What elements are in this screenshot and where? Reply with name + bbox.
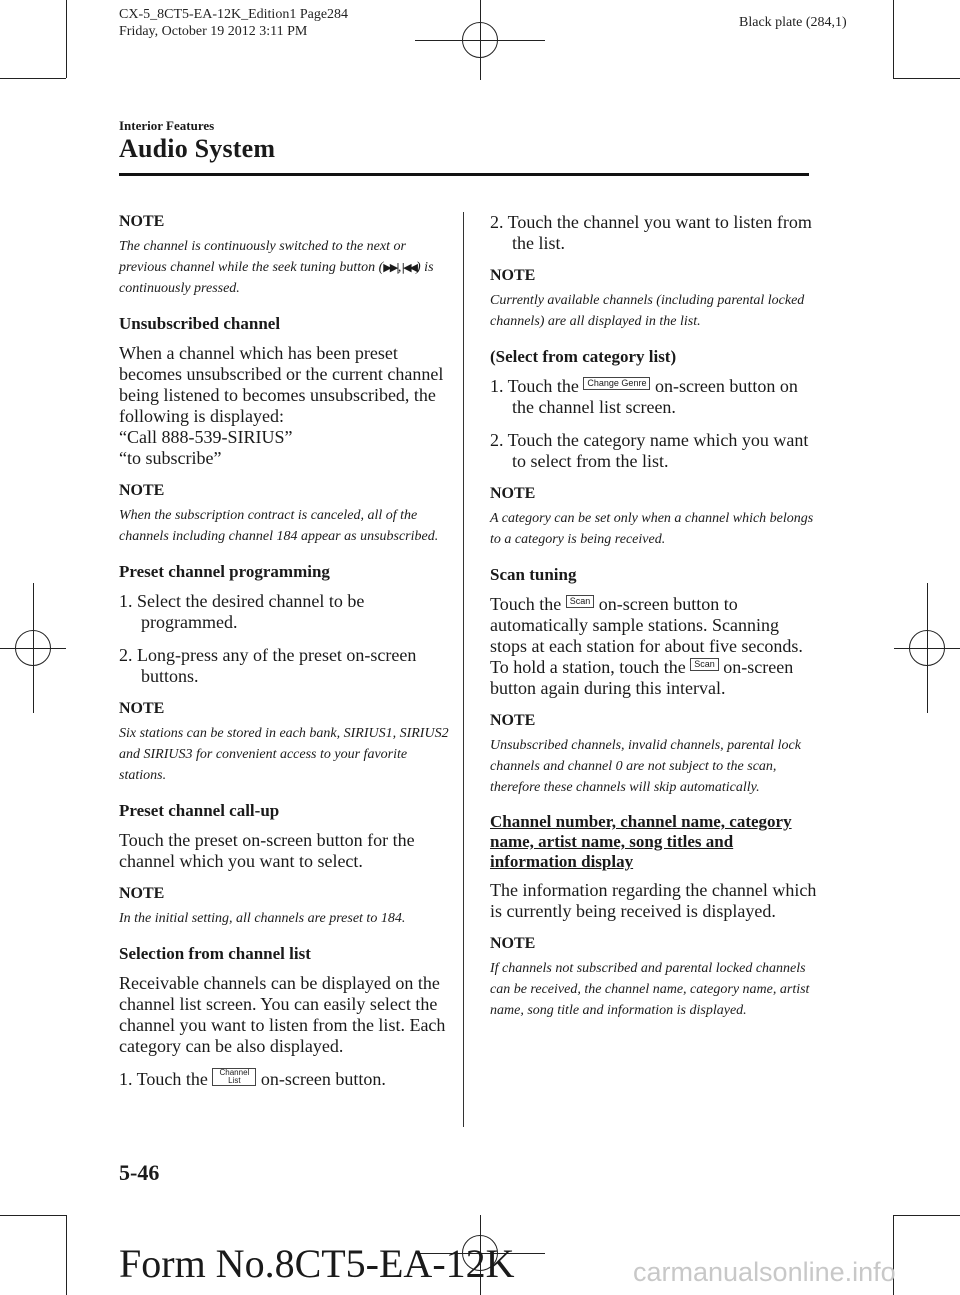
form-number: Form No.8CT5-EA-12K bbox=[119, 1241, 515, 1286]
seek-back-icon: |◀◀ bbox=[401, 261, 417, 274]
list-item: 2. Long-press any of the preset on-screen buttons. bbox=[119, 645, 417, 686]
note-text: When the subscription contract is canceled, all of the channels including channel 184 appear as unsubscribed. bbox=[119, 508, 439, 544]
note-text: In the initial setting, all channels are preset to 184. bbox=[119, 911, 406, 926]
note-heading: NOTE bbox=[490, 935, 536, 952]
note-text: If channels not subscribed and parental locked channels can be received, the channel name, category name, artist name, song title and information is displayed. bbox=[490, 961, 810, 1018]
column-divider bbox=[463, 212, 464, 1127]
note-text: The channel is continuously switched to the next or previous channel while the seek tuning button (▶▶|,|◀◀) is continuously pressed. bbox=[119, 239, 434, 296]
page-number: 5-46 bbox=[119, 1160, 160, 1185]
channel-list-button-icon: Channel List bbox=[212, 1068, 256, 1086]
note-heading: NOTE bbox=[119, 885, 165, 902]
subheading-preset-programming: Preset channel programming bbox=[119, 562, 330, 581]
section-label: Interior Features bbox=[119, 118, 215, 133]
subheading-category-list: (Select from category list) bbox=[490, 347, 677, 366]
note-heading: NOTE bbox=[119, 213, 165, 230]
paragraph: The information regarding the channel which is currently being received is displayed. bbox=[490, 880, 817, 921]
list-item: 1. Touch the Channel List on-screen button. bbox=[119, 1067, 386, 1089]
title-rule bbox=[119, 173, 809, 176]
list-item: 2. Touch the category name which you want to select from the list. bbox=[490, 430, 809, 471]
note-heading: NOTE bbox=[119, 482, 165, 499]
paragraph: When a channel which has been preset becomes unsubscribed or the current channel being listened to becomes unsubscribed, the following is displayed: “Call 888-539-SIRIUS” “to subscribe” bbox=[119, 343, 444, 468]
watermark: carmanualsonline.info bbox=[633, 1257, 896, 1287]
seek-forward-icon: ▶▶| bbox=[383, 261, 398, 274]
scan-button-icon: Scan bbox=[566, 595, 595, 608]
note-text: Six stations can be stored in each bank, SIRIUS1, SIRIUS2 and SIRIUS3 for convenient access to your favorite stations. bbox=[119, 726, 449, 783]
note-heading: NOTE bbox=[490, 267, 536, 284]
subheading-unsubscribed: Unsubscribed channel bbox=[119, 314, 281, 333]
plate-label: Black plate (284,1) bbox=[739, 15, 847, 30]
print-file-line2: Friday, October 19 2012 3:11 PM bbox=[119, 24, 308, 39]
note-text: Unsubscribed channels, invalid channels, parental lock channels and channel 0 are not subject to the scan, therefore these channels will skip automatically. bbox=[490, 738, 801, 795]
page-title: Audio System bbox=[119, 134, 276, 163]
subheading-channel-list: Selection from channel list bbox=[119, 944, 311, 963]
scan-button-icon: Scan bbox=[690, 658, 719, 671]
note-text: Currently available channels (including parental locked channels) are all displayed in the list. bbox=[490, 293, 805, 329]
left-column bbox=[119, 212, 449, 1102]
subheading-preset-callup: Preset channel call-up bbox=[119, 801, 280, 820]
note-heading: NOTE bbox=[119, 700, 165, 717]
subheading-info-display: Channel number, channel name, category name, artist name, song titles and information display bbox=[490, 812, 792, 871]
note-text: A category can be set only when a channel which belongs to a category is being received. bbox=[490, 511, 814, 547]
note-heading: NOTE bbox=[490, 485, 536, 502]
subheading-scan-tuning: Scan tuning bbox=[490, 565, 577, 584]
paragraph: Touch the Scan on-screen button to automatically sample stations. Scanning stops at each station for about five seconds. To hold a station, touch the Scan on-screen button again during this interval. bbox=[490, 594, 803, 698]
list-item: 2. Touch the channel you want to listen from the list. bbox=[490, 212, 812, 253]
note-heading: NOTE bbox=[490, 712, 536, 729]
list-item: 1. Touch the Change Genre on-screen button on the channel list screen. bbox=[490, 376, 798, 417]
print-file-line1: CX-5_8CT5-EA-12K_Edition1 Page284 bbox=[119, 7, 349, 22]
paragraph: Touch the preset on-screen button for the channel which you want to select. bbox=[119, 830, 415, 871]
paragraph: Receivable channels can be displayed on the channel list screen. You can easily select the channel you want to listen from the list. Each category can be also displayed. bbox=[119, 973, 446, 1056]
print-file-info bbox=[119, 6, 348, 40]
right-column bbox=[490, 212, 820, 1035]
list-item: 1. Select the desired channel to be programmed. bbox=[119, 591, 365, 632]
change-genre-button-icon: Change Genre bbox=[583, 377, 650, 390]
